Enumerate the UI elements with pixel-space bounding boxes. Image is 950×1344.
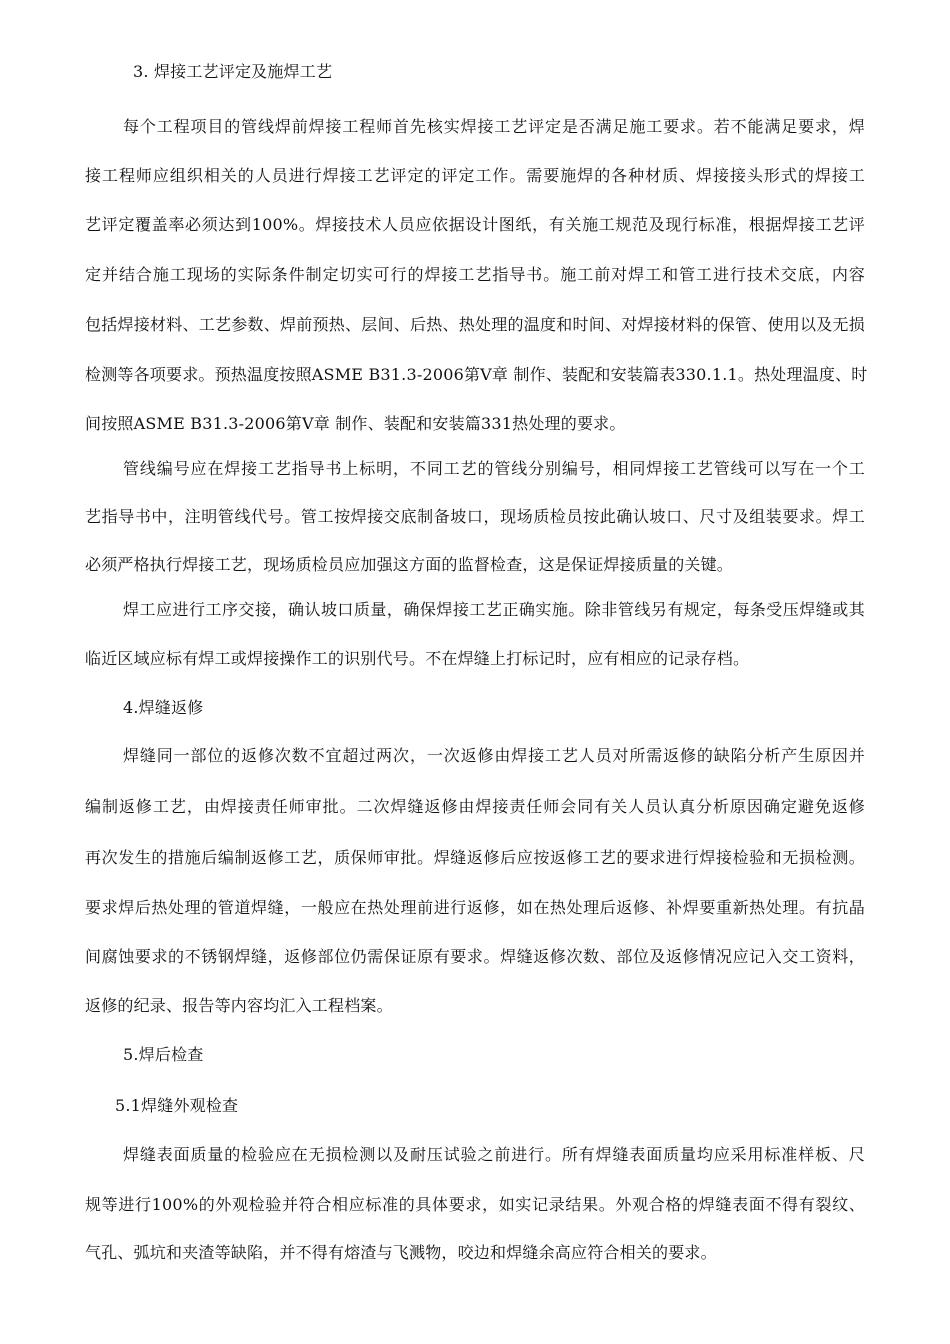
section-heading: 5.焊后检查 xyxy=(123,1045,204,1064)
paragraph-line: 每个工程项目的管线焊前焊接工程师首先核实焊接工艺评定是否满足施工要求。若不能满足要求，焊 xyxy=(123,117,865,136)
paragraph-line: 接工程师应组织相关的人员进行焊接工艺评定的评定工作。需要施焊的各种材质、焊接接头形式的焊接工 xyxy=(85,166,865,185)
paragraph-line: 规等进行100%的外观检验并符合相应标准的具体要求，如实记录结果。外观合格的焊缝表面不得有裂纹、 xyxy=(85,1195,865,1214)
paragraph-line: 编制返修工艺，由焊接责任师审批。二次焊缝返修由焊接责任师会同有关人员认真分析原因确定避免返修 xyxy=(85,797,865,816)
paragraph-line: 返修的纪录、报告等内容均汇入工程档案。 xyxy=(85,996,393,1015)
paragraph-line: 检测等各项要求。预热温度按照ASME B31.3-2006第Ⅴ章 制作、装配和安装篇表330.1.1。热处理温度、时 xyxy=(85,365,868,384)
paragraph-line: 必须严格执行焊接工艺，现场质检员应加强这方面的监督检查，这是保证焊接质量的关键。 xyxy=(85,555,734,574)
paragraph-line: 艺评定覆盖率必须达到100%。焊接技术人员应依据设计图纸，有关施工规范及现行标准，根据焊接工艺评 xyxy=(85,215,865,234)
paragraph-line: 焊工应进行工序交接，确认坡口质量，确保焊接工艺正确实施。除非管线另有规定，每条受压焊缝或其 xyxy=(123,600,865,619)
paragraph-line: 艺指导书中，注明管线代号。管工按焊接交底制备坡口，现场质检员按此确认坡口、尺寸及组装要求。焊工 xyxy=(85,507,865,526)
paragraph-line: 要求焊后热处理的管道焊缝，一般应在热处理前进行返修，如在热处理后返修、补焊要重新热处理。有抗晶 xyxy=(85,898,865,917)
section-heading: 3. 焊接工艺评定及施焊工艺 xyxy=(133,62,333,81)
paragraph-line: 再次发生的措施后编制返修工艺，质保师审批。焊缝返修后应按返修工艺的要求进行焊接检验和无损检测。 xyxy=(85,848,865,867)
paragraph-line: 间按照ASME B31.3-2006第Ⅴ章 制作、装配和安装篇331热处理的要求。 xyxy=(85,414,626,433)
paragraph-line: 管线编号应在焊接工艺指导书上标明，不同工艺的管线分别编号，相同焊接工艺管线可以写在一个工 xyxy=(123,459,865,478)
paragraph-line: 焊缝表面质量的检验应在无损检测以及耐压试验之前进行。所有焊缝表面质量均应采用标准样板、尺 xyxy=(123,1145,865,1164)
paragraph-line: 焊缝同一部位的返修次数不宜超过两次，一次返修由焊接工艺人员对所需返修的缺陷分析产生原因并 xyxy=(123,746,865,765)
paragraph-line: 临近区域应标有焊工或焊接操作工的识别代号。不在焊缝上打标记时，应有相应的记录存档。 xyxy=(85,649,750,668)
paragraph-line: 气孔、弧坑和夹渣等缺陷，并不得有熔渣与飞溅物，咬边和焊缝余高应符合相关的要求。 xyxy=(85,1243,717,1262)
section-heading: 4.焊缝返修 xyxy=(123,698,204,717)
paragraph-line: 间腐蚀要求的不锈钢焊缝，返修部位仍需保证原有要求。焊缝返修次数、部位及返修情况应记入交工资料， xyxy=(85,947,865,966)
subsection-heading: 5.1焊缝外观检查 xyxy=(115,1096,239,1115)
paragraph-line: 包括焊接材料、工艺参数、焊前预热、层间、后热、热处理的温度和时间、对焊接材料的保管、使用以及无损 xyxy=(85,315,865,334)
paragraph-line: 定并结合施工现场的实际条件制定切实可行的焊接工艺指导书。施工前对焊工和管工进行技术交底，内容 xyxy=(85,265,865,284)
